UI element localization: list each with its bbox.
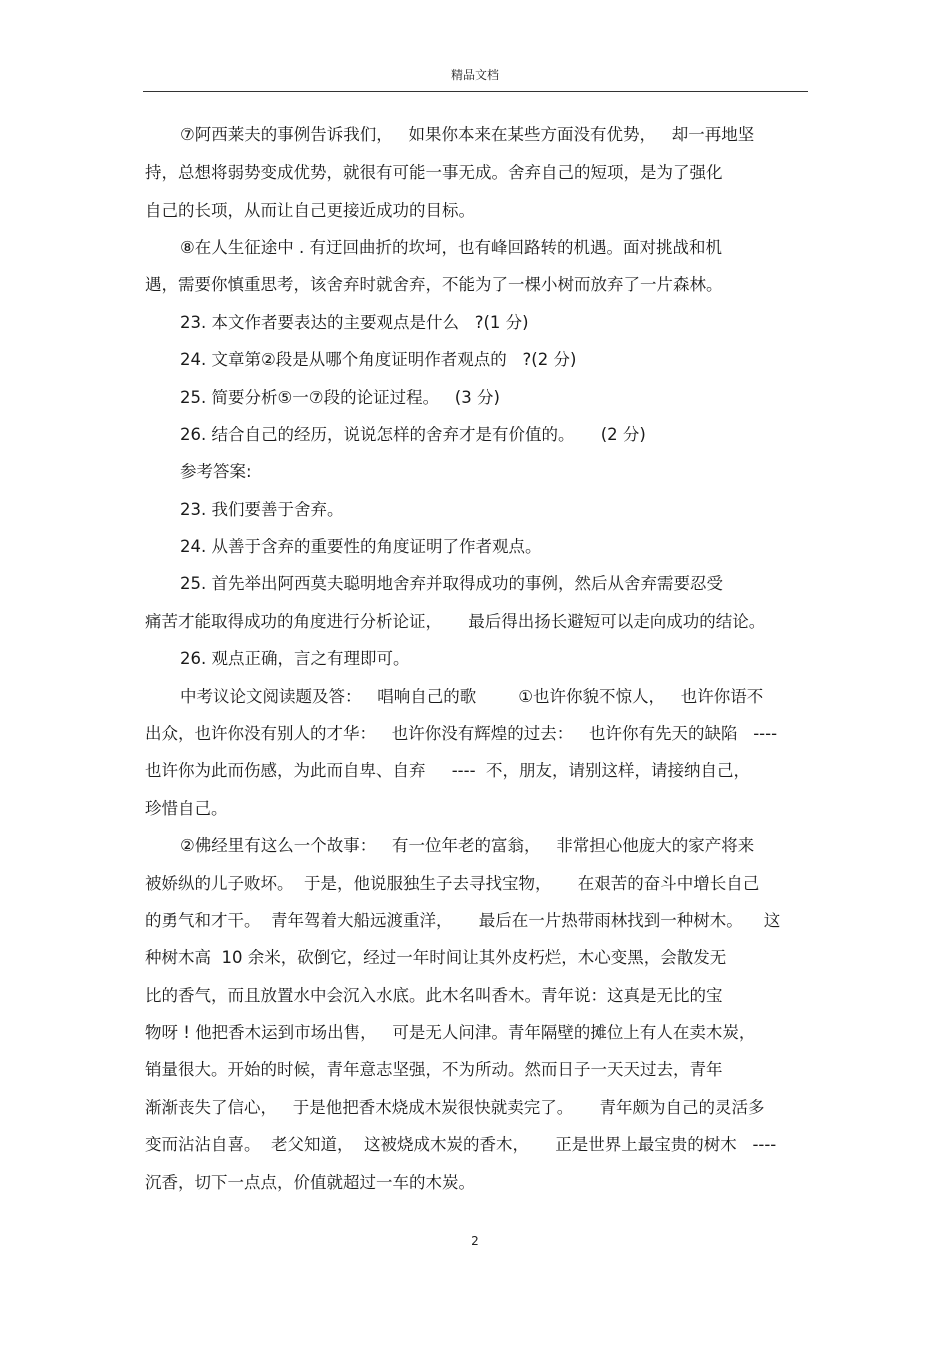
answer-24: 24. 从善于含弃的重要性的角度证明了作者观点。 [180,537,542,556]
text-line: 中考议论文阅读题及答： 唱响自己的歌 ①也许你貌不惊人， 也许你语不 [180,687,764,706]
answer-23: 23. 我们要善于舍弃。 [180,500,344,519]
text-line: 痛苦才能取得成功的角度进行分析论证， 最后得出扬长避短可以走向成功的结论。 [145,612,766,631]
text-line: 比的香气，而且放置水中会沉入水底。此木名叫香木。青年说：这真是无比的宝 [145,986,723,1005]
text-line: 自己的长项，从而让自己更接近成功的目标。 [145,201,475,220]
text-line: ②佛经里有这么一个故事： 有一位年老的富翁， 非常担心他庞大的家产将来 [180,836,755,855]
text-line: ⑦阿西莱夫的事例告诉我们， 如果你本来在某些方面没有优势， 却一再地坚 [180,125,755,144]
text-line: ⑧在人生征途中 . 有迂回曲折的坎坷，也有峰回路转的机遇。面对挑战和机 [180,238,723,257]
text-line: 渐渐丧失了信心， 于是他把香木烧成木炭很快就卖完了。 青年颇为自己的灵活多 [145,1098,765,1117]
text-line: 变而沾沾自喜。 老父知道， 这被烧成木炭的香木， 正是世界上最宝贵的树木 ---- [145,1135,777,1154]
text-line: 珍惜自己。 [145,799,228,818]
answer-26: 26. 观点正确，言之有理即可。 [180,649,410,668]
header-divider [143,91,808,92]
answers-heading: 参考答案: [180,462,252,481]
text-line: 被娇纵的儿子败坏。 于是，他说服独生子去寻找宝物， 在艰苦的奋斗中增长自己 [145,874,760,893]
text-line: 沉香，切下一点点，价值就超过一车的木炭。 [145,1173,475,1192]
text-line: 的勇气和才干。 青年驾着大船远渡重洋， 最后在一片热带雨林找到一种树木。 这 [145,911,781,930]
text-line: 出众，也许你没有别人的才华： 也许你没有辉煌的过去： 也许你有先天的缺陷 ---- [145,724,778,743]
text-line: 销量很大。开始的时候，青年意志坚强，不为所动。然而日子一天天过去，青年 [145,1060,723,1079]
text-line: 物呀 ! 他把香木运到市场出售， 可是无人问津。青年隔壁的摊位上有人在卖木炭， [145,1023,756,1042]
text-line: 持，总想将弱势变成优势，就很有可能一事无成。舍弃自己的短项，是为了强化 [145,163,723,182]
page-number: 2 [471,1234,479,1248]
question-25: 25. 简要分析⑤一⑦段的论证过程。 (3 分) [180,388,500,407]
text-line: 也许你为此而伤感，为此而自卑、自弃 ---- 不，朋友，请别这样，请接纳自己， [145,761,751,780]
text-line: 种树木高 10 余米，砍倒它，经过一年时间让其外皮朽烂，木心变黑，会散发无 [145,948,727,967]
question-26: 26. 结合自己的经历，说说怎样的舍弃才是有价值的。 (2 分) [180,425,646,444]
text-line: 遇，需要你慎重思考，该舍弃时就舍弃，不能为了一棵小树而放弃了一片森林。 [145,275,723,294]
question-24: 24. 文章第②段是从哪个角度证明作者观点的 ?(2 分) [180,350,577,369]
question-23: 23. 本文作者要表达的主要观点是什么 ?(1 分) [180,313,529,332]
answer-25: 25. 首先举出阿西莫夫聪明地舍弃并取得成功的事例，然后从舍弃需要忍受 [180,574,723,593]
page-header: 精品文档 [450,68,499,82]
